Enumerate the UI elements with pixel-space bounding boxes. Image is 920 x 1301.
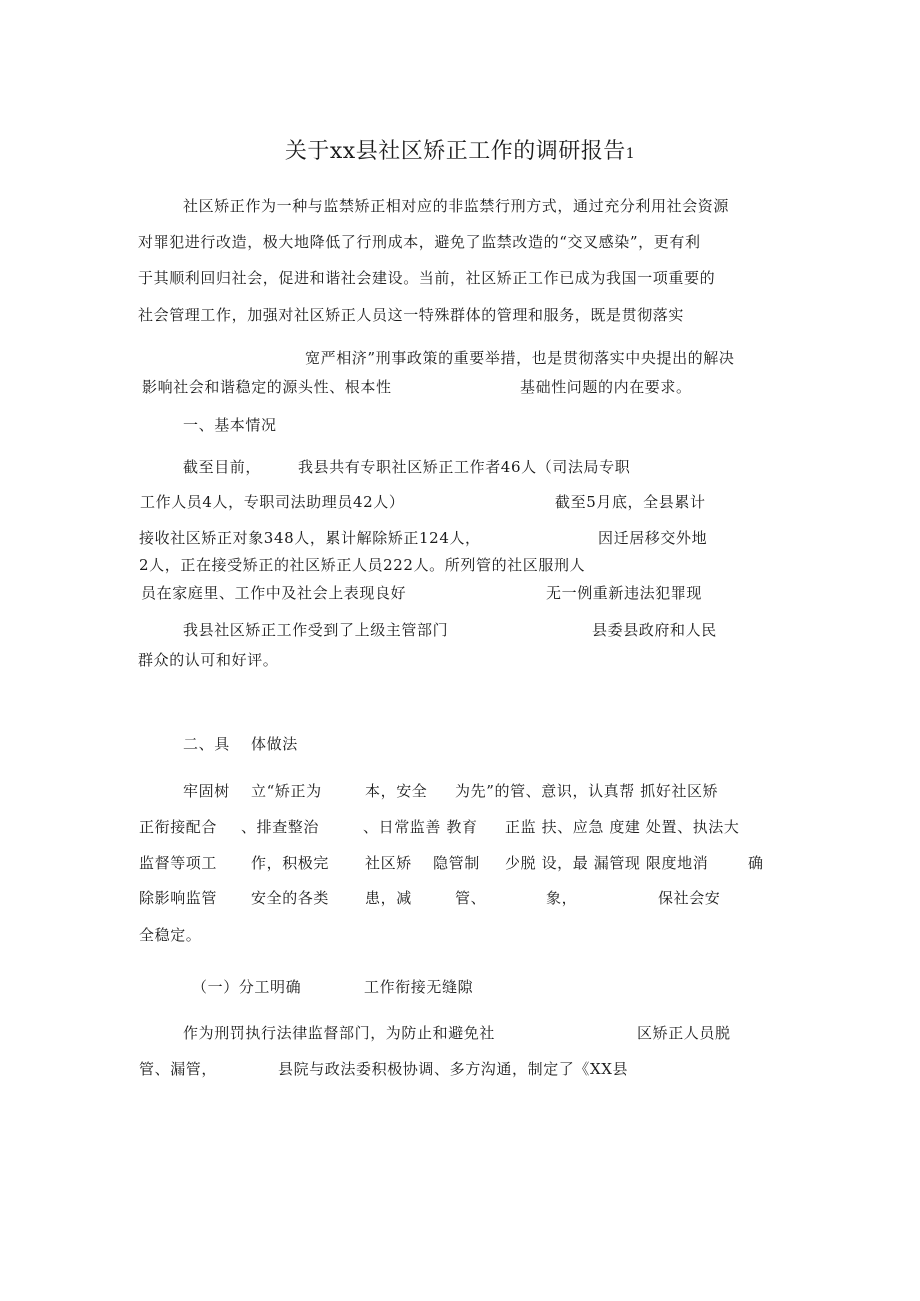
section-heading: 体做法 <box>251 735 298 753</box>
intro-line: 社区矫正作为一种与监禁矫正相对应的非监禁行刑方式，通过充分利用社会资源 <box>183 197 730 215</box>
subsection-heading: 工作衔接无缝隙 <box>364 978 474 996</box>
section2-cell: 正监 扶、应急 度建 处置、执法大 <box>505 818 740 836</box>
section2-cell: 作，积极完 <box>251 854 330 872</box>
intro-line: 宽严相济”刑事政策的重要举措，也是贯彻落实中央提出的解决 <box>305 349 735 367</box>
document-title: 关于xx县社区矫正工作的调研报告1 <box>284 139 636 164</box>
section1-text: 截至目前， <box>183 458 262 476</box>
section2-cell: 立“矫正为 <box>251 782 322 800</box>
intro-line: 对罪犯进行改造，极大地降低了行刑成本，避免了监禁改造的“交叉感染”，更有利 <box>138 233 701 251</box>
section2-cell: 、排查整治 <box>241 818 320 836</box>
intro-line: 社会管理工作，加强对社区矫正人员这一特殊群体的管理和服务，既是贯彻落实 <box>138 306 685 324</box>
section2-cell: 患，减 <box>365 889 412 907</box>
subsection-text: 区矫正人员脱 <box>637 1024 731 1042</box>
section2-text: 全稳定。 <box>139 926 202 944</box>
section2-cell: 社区矫 <box>365 854 412 872</box>
subsection-text: 作为刑罚执行法律监督部门，为防止和避免社 <box>183 1024 496 1042</box>
section2-cell: 为先”的管、意识，认真帮 抓好社区矫 <box>455 782 719 800</box>
section1-text: 无一例重新违法犯罪现 <box>546 584 703 602</box>
subsection-text: 管、漏管， <box>139 1060 218 1078</box>
section2-cell: 、日常监善 教育 <box>363 818 478 836</box>
section1-text: 2人，正在接受矫正的社区矫正人员222人。所列管的社区服刑人 <box>139 556 586 574</box>
section2-cell: 管、 <box>455 889 487 907</box>
section2-cell: 牢固树 <box>183 782 230 800</box>
section2-cell: 少脱 设，最 漏管现 限度地消 <box>505 854 709 872</box>
section1-text: 员在家庭里、工作中及社会上表现良好 <box>141 584 407 602</box>
intro-line: 基础性问题的内在要求。 <box>520 378 692 396</box>
intro-line: 于其顺利回归社会，促进和谐社会建设。当前，社区矫正工作已成为我国一项重要的 <box>138 269 716 287</box>
subsection-heading: （一）分工明确 <box>192 978 302 996</box>
section-heading: 一、基本情况 <box>183 416 277 434</box>
section1-text: 我县社区矫正工作受到了上级主管部门 <box>183 621 449 639</box>
section2-cell: 除影响监管 <box>139 889 218 907</box>
section1-text: 群众的认可和好评。 <box>138 651 279 669</box>
section2-cell: 安全的各类 <box>251 889 330 907</box>
section2-cell: 象， <box>546 889 578 907</box>
section1-text: 工作人员4人，专职司法助理员42人） <box>140 493 405 511</box>
section1-text: 我县共有专职社区矫正工作者46人（司法局专职 <box>298 458 631 476</box>
section1-text: 因迁居移交外地 <box>598 529 708 547</box>
section2-cell: 确 <box>748 854 764 872</box>
intro-line: 影响社会和谐稳定的源头性、根本性 <box>142 378 392 396</box>
section1-text: 接收社区矫正对象348人，累计解除矫正124人， <box>139 529 481 547</box>
section2-cell: 本，安全 <box>365 782 428 800</box>
section2-cell: 保社会安 <box>658 889 721 907</box>
section-heading: 二、具 <box>183 735 230 753</box>
subsection-text: 县院与政法委积极协调、多方沟通，制定了《XX县 <box>278 1060 629 1078</box>
section1-text: 县委县政府和人民 <box>592 621 717 639</box>
section2-cell: 监督等项工 <box>139 854 218 872</box>
section2-cell: 正衔接配合 <box>139 818 218 836</box>
section1-text: 截至5月底，全县累计 <box>555 493 706 511</box>
section2-cell: 隐管制 <box>433 854 480 872</box>
